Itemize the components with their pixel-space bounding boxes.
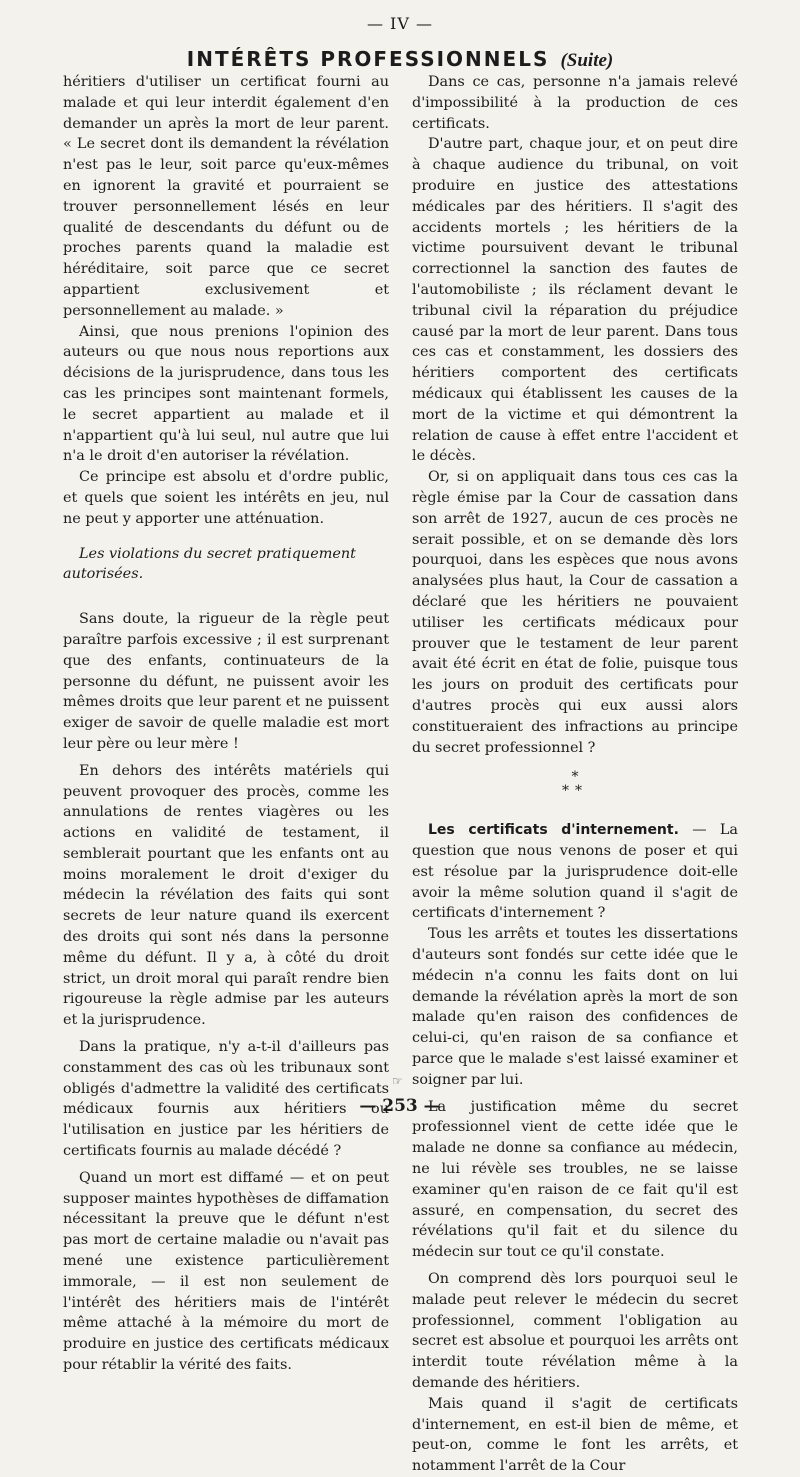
paragraph: héritiers d'utiliser un certificat fourni au malade et qui leur interdit également d'en demander un après la mort de leur parent. « Le secret dont ils demandent la révélation n'est pas le leur, soit parce qu'eux-mêmes en ignorent la gravité et pourraient se trouver personnellement lésés en leur qualité de descendants du défunt ou de proches parents quand la maladie est héréditaire, soit parce que ce secret appartient exclusivement et personnellement au malade. » <box>63 74 389 319</box>
subheading: Les violations du secret pratiquement autorisées. <box>63 545 356 583</box>
section-title: INTÉRÊTS PROFESSIONNELS <box>186 47 550 71</box>
paragraph: D'autre part, chaque jour, et on peut dire à chaque audience du tribunal, on voit produire en justice des attestations médicales par des héritiers. Il s'agit des accidents mortels ; les héritiers de la victime poursuivent devant le tribunal correctionnel la sanction des fautes de l'automobiliste ; ils réclament devant le tribunal civil la réparation du préjudice causé par la mort de leur parent. Dans tous ces cas et constamment, les dossiers des héritiers comportent des certificats médicaux qui établissent les causes de la mort de la victime et qui démontrent la relation de cause à effet entre l'accident et le décès. <box>412 136 738 465</box>
asterism-divider <box>412 770 738 800</box>
paragraph: Ce principe est absolu et d'ordre public, et quels que soient les intérêts en jeu, nul ne peut y apporter une atténuation. <box>63 469 389 527</box>
section-title-suffix: (Suite) <box>560 50 614 71</box>
paragraph: En dehors des intérêts matériels qui peuvent provoquer des procès, comme les annulations de rentes viagères ou les actions en validité de testament, il semblerait pourtant que les enfants ont au moins moralement le droit d'exiger du médecin la révélation des faits qui sont secrets de leur nature quand ils exercent des droits qui sont nés dans la personne même du défunt. Il y a, à côté du droit strict, un droit moral qui paraît rendre bien rigoureuse la règle admise par les auteurs et la jurisprudence. <box>63 762 389 1029</box>
paragraph: Sans doute, la rigueur de la règle peut paraître parfois excessive ; il est surprenant que des enfants, continuateurs de la personne du défunt, ne puissent avoir les mêmes droits que leur parent et ne puissent exiger de savoir de quelle maladie est mort leur père ou leur mère ! <box>63 611 389 752</box>
paragraph: Ainsi, que nous prenions l'opinion des auteurs ou que nous nous reportions aux décisions de la jurisprudence, dans tous les cas les principes sont maintenant formels, le secret appartient au malade et il n'appartient qu'à lui seul, nul autre que lui n'a le droit d'en autoriser la révélation. <box>63 323 389 465</box>
paragraph: Dans ce cas, personne n'a jamais relevé d'impossibilité à la production de ces certificats. <box>412 74 738 132</box>
paragraph <box>412 820 738 924</box>
paragraph-text: — La question que nous venons de poser et qui est résolue par la jurisprudence doit-elle avoir la même solution quand il s'agit de certificats d'internement ? <box>412 822 738 922</box>
page-number: — 253 — <box>359 1096 441 1116</box>
paragraph: Quand un mort est diffamé — et on peut supposer maintes hypothèses de diffamation nécessitant la preuve que le défunt n'est pas mort de certaine maladie ou n'avait pas mené une existence particulièrement immorale, — il est non seulement de l'intérêt des héritiers mais de l'intérêt même attaché à la mémoire du mort de produire en justice des certificats médicaux pour rétablir la vérité des faits. <box>63 1169 389 1374</box>
right-column <box>412 72 738 1477</box>
paragraph: Mais quand il s'agit de certificats d'internement, en est-il bien de même, et peut-on, comme le font les arrêts, et notamment l'arrêt de la Cour <box>412 1395 738 1475</box>
folio: — IV — <box>366 14 434 33</box>
paragraph: On comprend dès lors pourquoi seul le malade peut relever le médecin du secret professionnel, comment l'obligation au secret est absolue et pourquoi les arrêts ont interdit toute révélation même à la demande des héritiers. <box>412 1271 738 1392</box>
asterism-stars-row: ** <box>562 783 588 800</box>
paragraph: Or, si on appliquait dans tous ces cas la règle émise par la Cour de cassation dans son arrêt de 1927, aucun de ces procès ne serait possible, et on se demande dès lors pourquoi, dans les espèces que nous avons analysées plus haut, la Cour de cassation a déclaré que les héritiers ne pouvaient utiliser les certificats médicaux pour prouver que le testament de leur parent avait été écrit en état de folie, puisque tous les jours on produit des certificats pour d'autres procès qui eux aussi alors constitueraient des infractions au principe du secret professionnel ? <box>412 469 738 756</box>
paragraph-leadin: Les certificats d'internement. <box>428 822 679 839</box>
margin-mark-icon: ☞ <box>392 1074 403 1088</box>
paragraph: La justification même du secret professionnel vient de cette idée que le malade ne donne sa confiance au médecin, ne lui révèle ses troubles, ne se laisse examiner qu'en raison de ce fait qu'il est assuré, en compensation, du secret des révélations qu'il fait et du silence du médecin sur tout ce qu'il constate. <box>412 1098 738 1261</box>
asterism-star: * <box>571 769 579 786</box>
left-column <box>63 72 389 1376</box>
paragraph: Dans la pratique, n'y a-t-il d'ailleurs pas constamment des cas où les tribunaux sont obligés d'admettre la validité des certificats médicaux fournis aux héritiers ou l'utilisation en justice par les héritiers de certificats fournis au malade décédé ? <box>63 1039 389 1160</box>
paragraph: Tous les arrêts et toutes les dissertations d'auteurs sont fondés sur cette idée que le médecin n'a connu les faits dont on lui demande la révélation après la mort de son malade qu'en raison des confidences de celui-ci, qu'en raison de sa confiance et parce que le malade s'est laissé examiner et soigner par lui. <box>412 926 738 1088</box>
